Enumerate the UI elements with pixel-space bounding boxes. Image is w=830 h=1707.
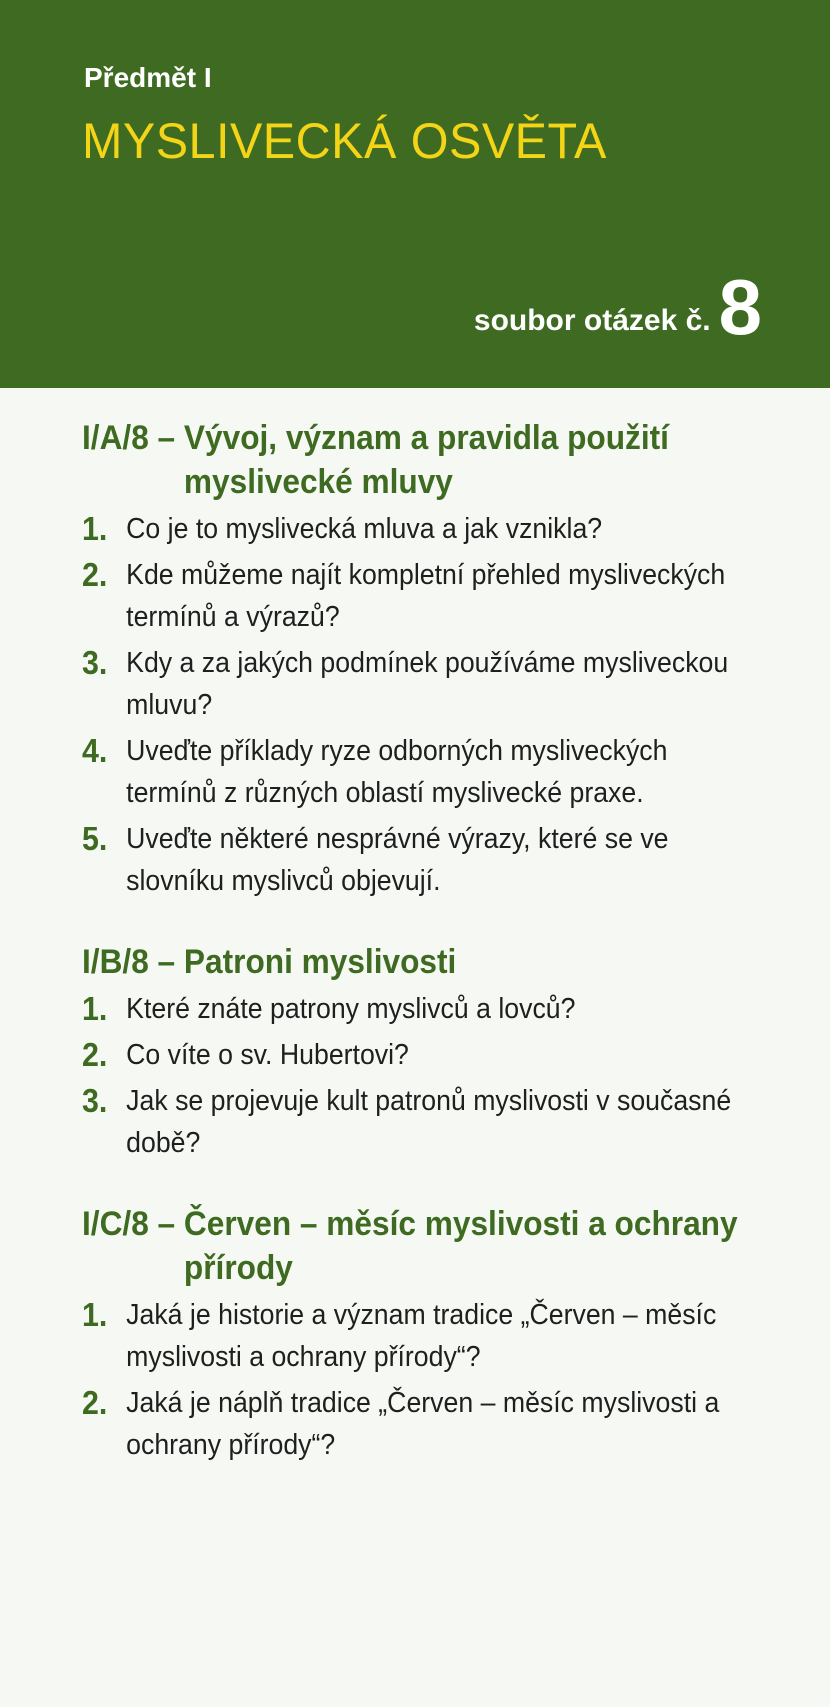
section-title	[82, 416, 752, 504]
set-label: soubor otázek č.	[473, 304, 711, 337]
question-number: 1.	[82, 1296, 108, 1333]
question-text: Co víte o sv. Hubertovi?	[126, 1039, 409, 1071]
question-number: 3.	[82, 1082, 108, 1119]
question-number: 3.	[82, 644, 108, 681]
question-number: 1.	[82, 510, 108, 547]
header-band	[0, 0, 830, 388]
section-title	[82, 940, 752, 984]
question-text: Jaká je náplň tradice „Červen – měsíc myslivosti a ochrany přírody“?	[126, 1387, 720, 1461]
question-text: Jaká je historie a význam tradice „Červen – měsíc myslivosti a ochrany přírody“?	[126, 1299, 717, 1373]
question-item	[82, 1382, 744, 1466]
question-number: 2.	[82, 556, 108, 593]
question-text: Uveďte příklady ryze odborných mysliveckých termínů z různých oblastí myslivecké praxe.	[126, 735, 668, 809]
question-text: Které znáte patrony myslivců a lovců?	[126, 993, 576, 1025]
question-item	[82, 554, 744, 638]
section-name: Vývoj, význam a pravidla použití myslivecké mluvy	[183, 419, 669, 501]
question-item	[82, 818, 744, 902]
section-code: I/B/8 –	[82, 943, 184, 981]
content	[82, 416, 802, 1504]
section-name: Červen – měsíc myslivosti a ochrany přírody	[183, 1205, 738, 1287]
set-number: 8	[718, 263, 762, 351]
question-text: Uveďte některé nesprávné výrazy, které se ve slovníku myslivců objevují.	[126, 823, 669, 897]
question-text: Jak se projevuje kult patronů myslivosti v současné době?	[126, 1085, 732, 1159]
question-set	[473, 263, 762, 351]
section-ia8	[82, 416, 802, 902]
page-title: MYSLIVECKÁ OSVĚTA	[82, 113, 607, 169]
section-code: I/C/8 –	[82, 1205, 184, 1243]
section-ic8	[82, 1202, 802, 1466]
section-code: I/A/8 –	[82, 419, 184, 457]
section-ib8	[82, 940, 802, 1164]
question-number: 1.	[82, 990, 108, 1027]
subject-label: Předmět I	[84, 62, 212, 93]
question-item	[82, 508, 744, 550]
question-item	[82, 642, 744, 726]
section-name: Patroni myslivosti	[183, 943, 457, 981]
question-item	[82, 1034, 744, 1076]
question-number: 4.	[82, 732, 108, 769]
question-item	[82, 1294, 744, 1378]
question-item	[82, 988, 744, 1030]
question-number: 5.	[82, 820, 108, 857]
question-text: Co je to myslivecká mluva a jak vznikla?	[126, 513, 603, 545]
question-text: Kde můžeme najít kompletní přehled mysliveckých termínů a výrazů?	[126, 559, 726, 633]
section-title	[82, 1202, 752, 1290]
question-text: Kdy a za jakých podmínek používáme mysliveckou mluvu?	[126, 647, 729, 721]
question-number: 2.	[82, 1036, 108, 1073]
question-item	[82, 730, 744, 814]
question-item	[82, 1080, 744, 1164]
question-number: 2.	[82, 1384, 108, 1421]
